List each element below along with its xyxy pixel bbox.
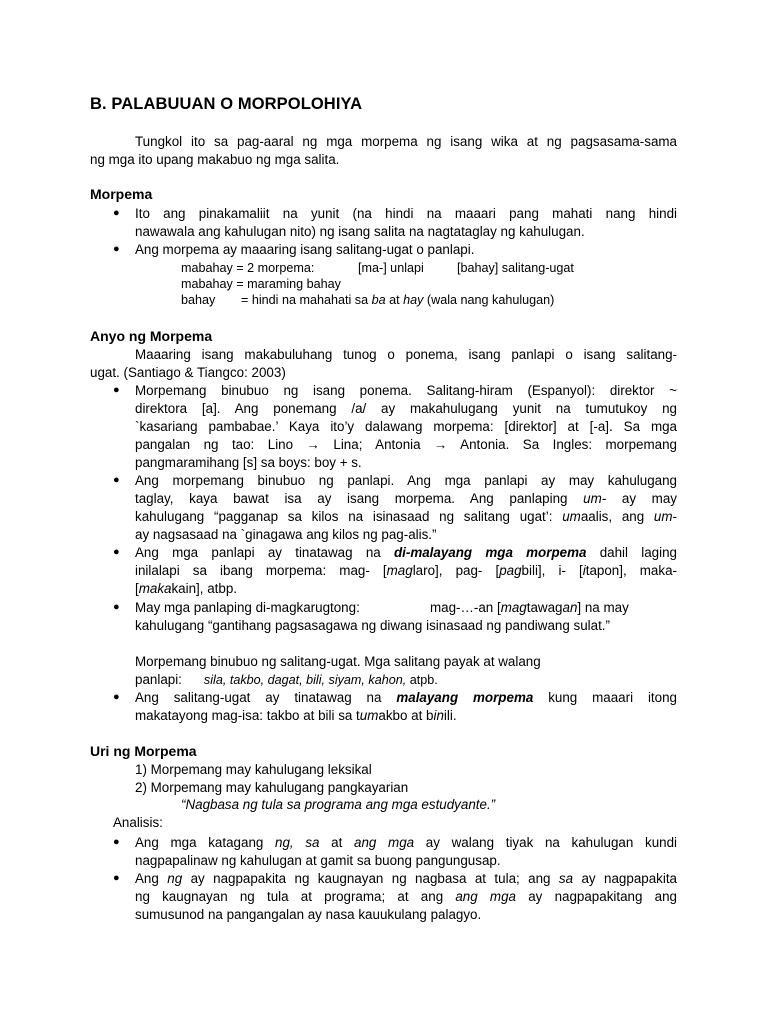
example-line-3: bahay = hindi na mahahati sa ba at hay (wala nang kahulugan) bbox=[181, 293, 555, 307]
uri-b2-line-2: ng kaugnayan ng tula at programa; at ang ang mga ay nagpapakitang ang bbox=[135, 889, 677, 904]
anyo-b4-line-2: kahulugang “gantihang pagsasagawa ng diwang isinasaad ng pandiwang sulat.” bbox=[135, 618, 610, 633]
bullet-icon: ● bbox=[113, 243, 120, 255]
uri-b2-line-3: sumusunod na pangangalan ay nasa kauukulang palagyo. bbox=[135, 907, 482, 922]
uri-b1-line-1: Ang mga katagang ng, sa at ang mga ay walang tiyak na kahulugan kundi bbox=[135, 835, 678, 850]
anyo-b1-line-5: pangmaramihang [s] sa boys: boy + s. bbox=[135, 455, 362, 470]
bullet-icon: ● bbox=[113, 872, 120, 884]
example-line-1: mabahay = 2 morpema: [ma-] unlapi [bahay] salitang-ugat bbox=[181, 261, 574, 275]
bullet-icon: ● bbox=[113, 207, 120, 219]
morpema-bullet-1-line-2: nawawala ang kahulugan nito) ng isang salita na nagtataglay ng kahulugan. bbox=[135, 224, 585, 239]
anyo-intro-line-2: ugat. (Santiago & Tiangco: 2003) bbox=[90, 365, 286, 380]
page-title: B. PALABUUAN O MORPOLOHIYA bbox=[90, 95, 363, 113]
anyo-b2-line-1: Ang morpemang binubuo ng panlapi. Ang mga panlapi ay may kahulugang bbox=[135, 473, 677, 488]
morpema-bullet-1-line-1: Ito ang pinakamaliit na yunit (na hindi na maaari pang mahati nang hindi bbox=[135, 206, 677, 221]
anyo-para-line-2: panlapi: sila, takbo, dagat, bili, siyam, kahon, atpb. bbox=[135, 672, 438, 687]
morpema-bullet-2: Ang morpema ay maaaring isang salitang-ugat o panlapi. bbox=[135, 242, 475, 257]
anyo-b3-line-2: inilalapi sa ibang morpema: mag- [maglaro], pag- [pagbili], i- [itapon], maka- bbox=[135, 563, 677, 578]
uri-quote: “Nagbasa ng tula sa programa ang mga estudyante.” bbox=[181, 797, 496, 812]
intro-line-2: ng mga ito upang makabuo ng mga salita. bbox=[90, 152, 340, 167]
anyo-b4-line-1-part-1: May mga panlaping di-magkarugtong: bbox=[135, 600, 360, 615]
bullet-icon: ● bbox=[113, 691, 120, 703]
anyo-b2-line-3: kahulugang “pagganap sa kilos na isinasaad ng salitang ugat’: umaalis, ang um- bbox=[135, 509, 677, 524]
anyo-b3-line-1: Ang mga panlapi ay tinatawag na di-malayang mga morpema dahil laging bbox=[135, 545, 677, 560]
anyo-b1-line-1: Morpemang binubuo ng isang ponema. Salitang-hiram (Espanyol): direktor ~ bbox=[135, 383, 677, 398]
bullet-icon: ● bbox=[113, 601, 120, 613]
anyo-b4-line-1-part-2: mag-…-an [magtawagan] na may bbox=[430, 600, 629, 615]
uri-analisis-label: Analisis: bbox=[113, 815, 163, 830]
uri-b2-line-1: Ang ng ay nagpapakita ng kaugnayan ng nagbasa at tula; ang sa ay nagpapakita bbox=[135, 871, 677, 886]
intro-line-1: Tungkol ito sa pag-aaral ng mga morpema ng isang wika at ng pagsasama-sama bbox=[135, 134, 677, 149]
anyo-para-line-1: Morpemang binubuo ng salitang-ugat. Mga salitang payak at walang bbox=[135, 654, 541, 669]
bullet-icon: ● bbox=[113, 546, 120, 558]
uri-item-1: 1) Morpemang may kahulugang leksikal bbox=[135, 762, 372, 777]
anyo-b1-line-3: `kasariang pambabae.’ Kaya ito’y dalawang morpema: [direktor] at [-a]. Sa mga bbox=[135, 419, 677, 434]
bullet-icon: ● bbox=[113, 384, 120, 396]
section-heading-morpema: Morpema bbox=[90, 186, 153, 202]
anyo-b5-line-2: makatayong mag-isa: takbo at bili sa tumakbo at binili. bbox=[135, 708, 457, 723]
example-line-2: mabahay = maraming bahay bbox=[181, 277, 341, 291]
bullet-icon: ● bbox=[113, 836, 120, 848]
uri-b1-line-2: nagpapalinaw ng kahulugan at gamit sa buong pangungusap. bbox=[135, 853, 501, 868]
uri-item-2: 2) Morpemang may kahulugang pangkayarian bbox=[135, 780, 409, 795]
anyo-b1-line-4: pangalan ng tao: Lino → Lina; Antonia → Antonia. Sa Ingles: morpemang bbox=[135, 437, 677, 452]
anyo-b5-line-1: Ang salitang-ugat ay tinatawag na malayang morpema kung maaari itong bbox=[135, 690, 677, 705]
anyo-b2-line-4: ay nagsasaad na `ginagawa ang kilos ng pag-alis.” bbox=[135, 527, 437, 542]
section-heading-uri: Uri ng Morpema bbox=[90, 743, 197, 759]
section-heading-anyo: Anyo ng Morpema bbox=[90, 328, 213, 344]
bullet-icon: ● bbox=[113, 474, 120, 486]
anyo-b3-line-3: [makakain], atbp. bbox=[135, 581, 237, 596]
anyo-b2-line-2: taglay, kaya bawat isa ay isang morpema. Ang panlaping um- ay may bbox=[135, 491, 677, 506]
anyo-b1-line-2: direktora [a]. Ang ponemang /a/ ay makahulugang yunit na tumutukoy ng bbox=[135, 401, 677, 416]
anyo-intro-line-1: Maaaring isang makabuluhang tunog o ponema, isang panlapi o isang salitang- bbox=[135, 347, 677, 362]
